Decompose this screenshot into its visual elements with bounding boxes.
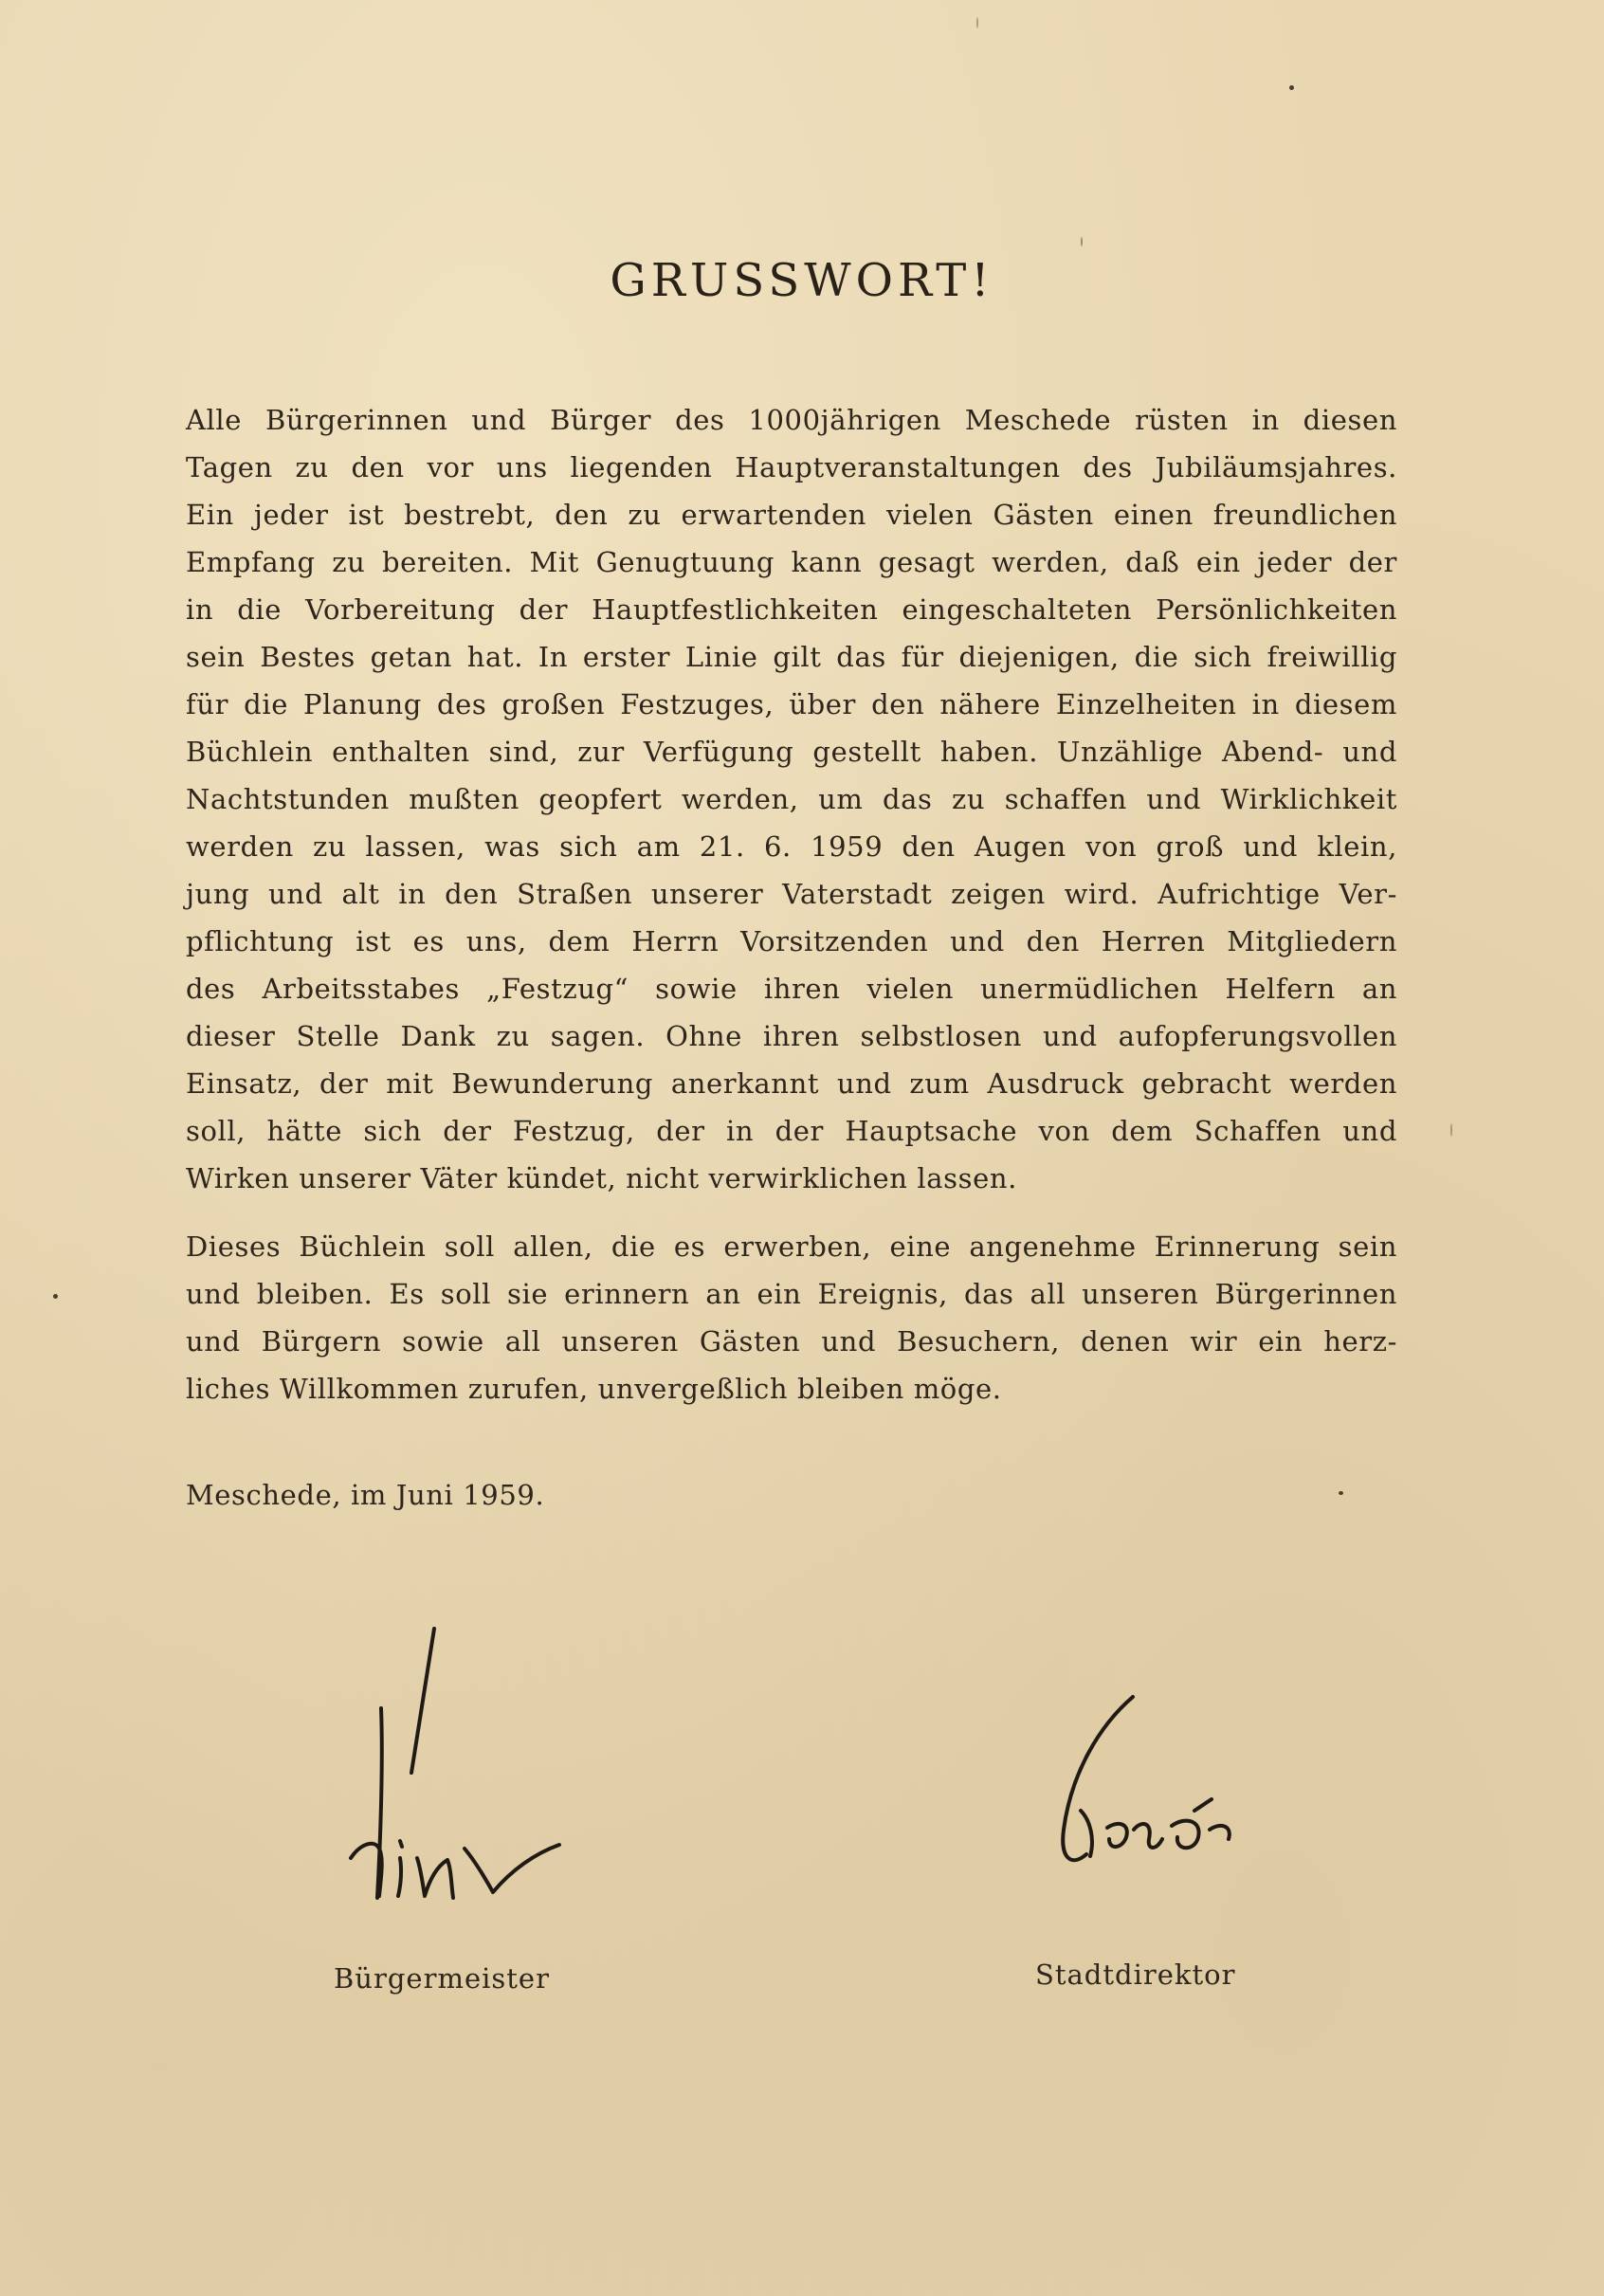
- signatory-title-left: Bürgermeister: [334, 1962, 550, 1995]
- body-text: [186, 396, 1397, 1433]
- page-title: GRUSSWORT!: [610, 254, 994, 307]
- text-line: und Bürgern sowie all unseren Gästen und Besuchern, denen wir ein herz-: [186, 1325, 1397, 1358]
- paper-speck: [53, 1294, 58, 1299]
- text-line: Büchlein enthalten sind, zur Verfügung gestellt haben. Unzählige Abend- und: [186, 736, 1397, 768]
- signature-burgermeister: [332, 1621, 578, 1924]
- signatory-title-right: Stadtdirektor: [1035, 1959, 1236, 1991]
- paper-speck: [976, 17, 978, 28]
- text-line: und bleiben. Es soll sie erinnern an ein Ereignis, das all unseren Bürgerinnen: [186, 1278, 1397, 1310]
- paper-speck: [1289, 85, 1294, 90]
- paper-speck: [1450, 1123, 1452, 1137]
- text-line: jung und alt in den Straßen unserer Vaterstadt zeigen wird. Aufrichtige Ver-: [186, 878, 1397, 910]
- text-line: liches Willkommen zurufen, unvergeßlich bleiben möge.: [186, 1373, 1002, 1405]
- text-line: pflichtung ist es uns, dem Herrn Vorsitzenden und den Herren Mitgliedern: [186, 925, 1397, 957]
- text-line: Dieses Büchlein soll allen, die es erwerben, eine angenehme Erinnerung sein: [186, 1230, 1397, 1263]
- place-and-date: Meschede, im Juni 1959.: [186, 1479, 545, 1511]
- text-line: Wirken unserer Väter kündet, nicht verwirklichen lassen.: [186, 1162, 1017, 1194]
- text-line: des Arbeitsstabes „Festzug“ sowie ihren vielen unermüdlichen Helfern an: [186, 973, 1397, 1005]
- text-line: Ein jeder ist bestrebt, den zu erwartenden vielen Gästen einen freundlichen: [186, 499, 1397, 531]
- paragraph-1: [186, 396, 1397, 1202]
- text-line: Einsatz, der mit Bewunderung anerkannt und zum Ausdruck gebracht werden: [186, 1067, 1397, 1100]
- text-line: werden zu lassen, was sich am 21. 6. 1959 den Augen von groß und klein,: [186, 830, 1397, 863]
- paper-speck: [1339, 1491, 1343, 1495]
- paper-speck: [1081, 237, 1083, 246]
- text-line: dieser Stelle Dank zu sagen. Ohne ihren selbstlosen und aufopferungsvollen: [186, 1020, 1397, 1052]
- text-line: Tagen zu den vor uns liegenden Hauptveranstaltungen des Jubiläumsjahres.: [186, 451, 1397, 483]
- text-line: Nachtstunden mußten geopfert werden, um das zu schaffen und Wirklichkeit: [186, 783, 1397, 815]
- text-line: für die Planung des großen Festzuges, über den nähere Einzelheiten in diesem: [186, 688, 1397, 720]
- signature-stadtdirektor: [1043, 1687, 1261, 1905]
- text-line: sein Bestes getan hat. In erster Linie gilt das für diejenigen, die sich freiwillig: [186, 641, 1397, 673]
- text-line: Alle Bürgerinnen und Bürger des 1000jährigen Meschede rüsten in diesen: [186, 404, 1397, 436]
- text-line: Empfang zu bereiten. Mit Genugtuung kann gesagt werden, daß ein jeder der: [186, 546, 1397, 578]
- text-line: in die Vorbereitung der Hauptfestlichkeiten eingeschalteten Persönlichkeiten: [186, 593, 1397, 626]
- paragraph-2: [186, 1223, 1397, 1412]
- text-line: soll, hätte sich der Festzug, der in der Hauptsache von dem Schaffen und: [186, 1115, 1397, 1147]
